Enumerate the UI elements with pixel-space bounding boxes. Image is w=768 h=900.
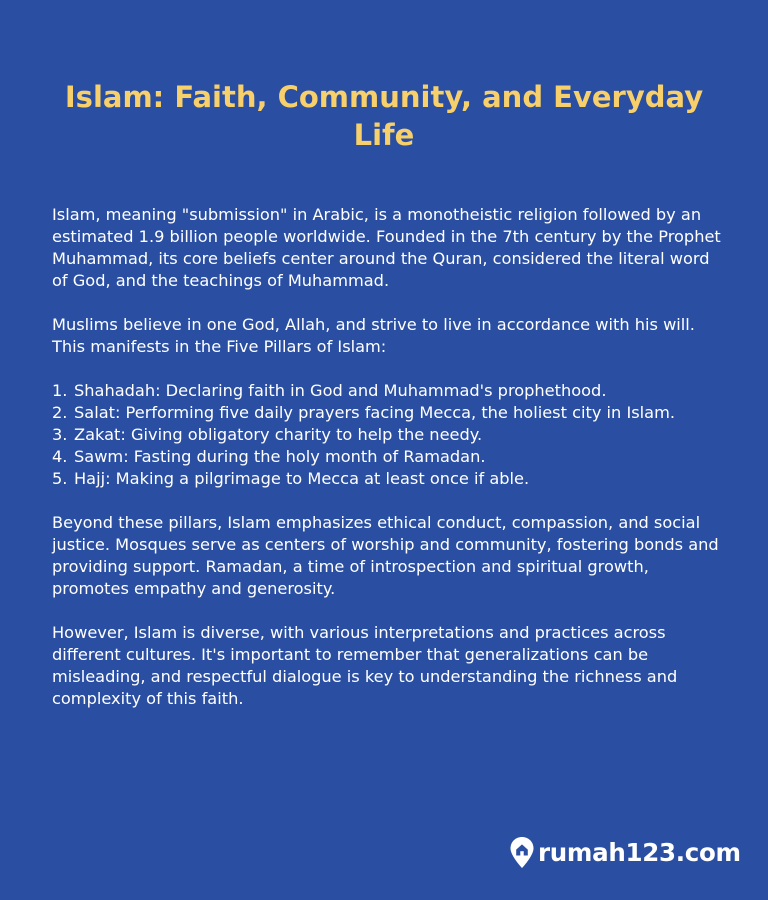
brand-logo bbox=[509, 834, 741, 872]
paragraph-diversity: However, Islam is diverse, with various interpretations and practices across different cultures. It's important to remember that generalizations can be misleading, and respectful dialogue is key to understanding the richness and complexity of this faith. bbox=[52, 623, 678, 708]
pillar-text: Hajj: Making a pilgrimage to Mecca at least once if able. bbox=[74, 469, 530, 488]
brand-name: rumah123.com bbox=[538, 838, 741, 867]
pillar-text: Salat: Performing five daily prayers facing Mecca, the holiest city in Islam. bbox=[74, 403, 675, 422]
pillar-number: 2. bbox=[52, 403, 68, 422]
pillar-number: 3. bbox=[52, 425, 68, 444]
pillar-number: 4. bbox=[52, 447, 68, 466]
paragraph-intro: Islam, meaning "submission" in Arabic, is a monotheistic religion followed by an estimated 1.9 billion people worldwide. Founded in the 7th century by the Prophet Muhammad, its core beliefs center around the Quran, considered the literal word of God, and the teachings of Muhammad. bbox=[52, 205, 721, 290]
pillar-text: Zakat: Giving obligatory charity to help the needy. bbox=[74, 425, 483, 444]
pillar-number: 1. bbox=[52, 381, 68, 400]
page-title: Islam: Faith, Community, and Everyday Life bbox=[64, 80, 704, 152]
location-pin-icon bbox=[509, 836, 535, 870]
pillar-item bbox=[52, 380, 724, 402]
pillar-item bbox=[52, 446, 724, 468]
pillar-item bbox=[52, 424, 724, 446]
pillar-item bbox=[52, 468, 724, 490]
pillar-text: Shahadah: Declaring faith in God and Muhammad's prophethood. bbox=[74, 381, 607, 400]
paragraph-ethics: Beyond these pillars, Islam emphasizes ethical conduct, compassion, and social justice. Mosques serve as centers of worship and community, fostering bonds and providing support. Ramadan, a time of introspection and spiritual growth, promotes empathy and generosity. bbox=[52, 513, 719, 598]
five-pillars-list bbox=[52, 380, 724, 490]
paragraph-beliefs: Muslims believe in one God, Allah, and strive to live in accordance with his will. This manifests in the Five Pillars of Islam: bbox=[52, 315, 695, 356]
pillar-text: Sawm: Fasting during the holy month of Ramadan. bbox=[74, 447, 486, 466]
pillar-item bbox=[52, 402, 724, 424]
pillar-number: 5. bbox=[52, 469, 68, 488]
article-body bbox=[52, 204, 724, 732]
